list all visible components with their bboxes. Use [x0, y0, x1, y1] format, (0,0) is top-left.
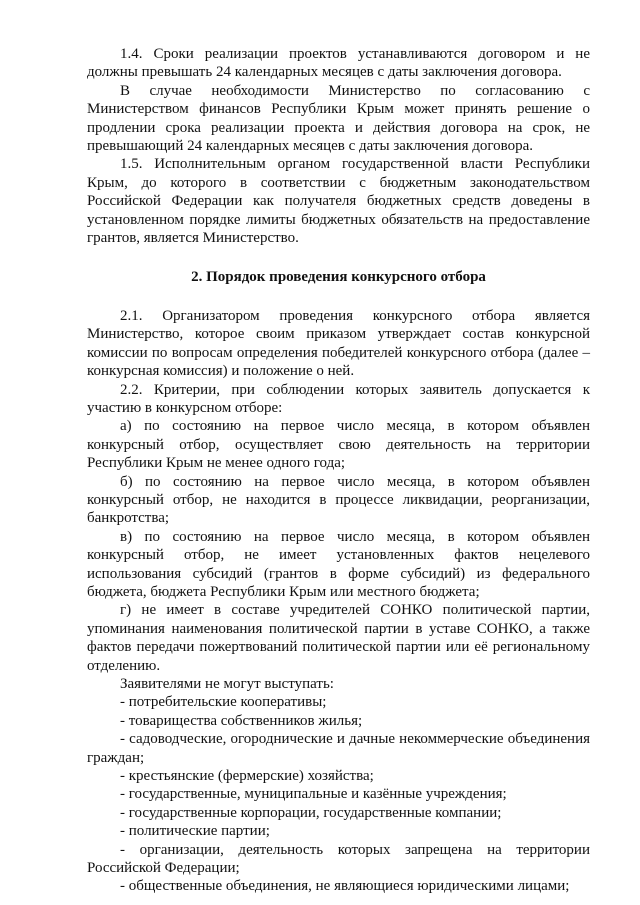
- paragraph-2-2-b: б) по состоянию на первое число месяца, в котором объявлен конкурсный отбор, не находится в процессе ликвидации, реорганизации, банкротства;: [87, 473, 590, 527]
- list-item: - крестьянские (фермерские) хозяйства;: [120, 768, 374, 785]
- excluded-applicants-intro: Заявителями не могут выступать:: [120, 676, 334, 692]
- section-2-heading: 2. Порядок проведения конкурсного отбора: [191, 269, 486, 286]
- list-item: - садоводческие, огороднические и дачные некоммерческие объединения граждан;: [87, 731, 590, 766]
- paragraph-2-2-g: г) не имеет в составе учредителей СОНКО политической партии, упоминания наименования политической партии в уставе СОНКО, а также фактов передачи пожертвований политической партии или её региональному отделению.: [87, 602, 590, 674]
- paragraph-2-2: 2.2. Критерии, при соблюдении которых заявитель допускается к участию в конкурсном отборе:: [87, 381, 590, 416]
- paragraph-1-4: 1.4. Сроки реализации проектов устанавливаются договором и не должны превышать 24 календарных месяцев с даты заключения договора.: [87, 46, 590, 81]
- document-page: [87, 45, 590, 896]
- list-item: - организации, деятельность которых запрещена на территории Российской Федерации;: [87, 841, 590, 877]
- list-item: - государственные, муниципальные и казённые учреждения;: [120, 786, 507, 803]
- paragraph-2-1: 2.1. Организатором проведения конкурсного отбора является Министерство, которое своим приказом утверждает состав конкурсной комиссии по вопросам определения победителей конкурсного отбора (далее – конкурсная комиссия) и положение о ней.: [87, 307, 590, 380]
- paragraph-1-5: 1.5. Исполнительным органом государственной власти Республики Крым, до которого в соответствии с бюджетным законодательством Российской Федерации как получателя бюджетных средств доведены в установленном порядке лимиты бюджетных обязательств на предоставление грантов, является Министерство.: [87, 156, 590, 247]
- list-item: - потребительские кооперативы;: [120, 694, 327, 711]
- list-item: - политические партии;: [120, 823, 270, 840]
- list-item: - общественные объединения, не являющиеся юридическими лицами;: [120, 878, 570, 895]
- paragraph-2-2-v: в) по состоянию на первое число месяца, в котором объявлен конкурсный отбор, не имеет установленных фактов нецелевого использования субсидий (грантов в форме субсидий) из федерального бюджета, бюджета Республики Крым или местного бюджета;: [87, 528, 590, 600]
- list-item: - государственные корпорации, государственные компании;: [120, 804, 502, 821]
- paragraph-2-2-a: а) по состоянию на первое число месяца, в котором объявлен конкурсный отбор, осуществляет свою деятельность на территории Республики Крым не менее одного года;: [87, 418, 590, 472]
- paragraph-1-4-extension: В случае необходимости Министерство по согласованию с Министерством финансов Республики Крым может принять решение о продлении срока реализации проекта и действия договора на срок, не превышающий 24 календарных месяцев с даты заключения договора.: [87, 82, 590, 155]
- list-item: - товарищества собственников жилья;: [120, 712, 363, 729]
